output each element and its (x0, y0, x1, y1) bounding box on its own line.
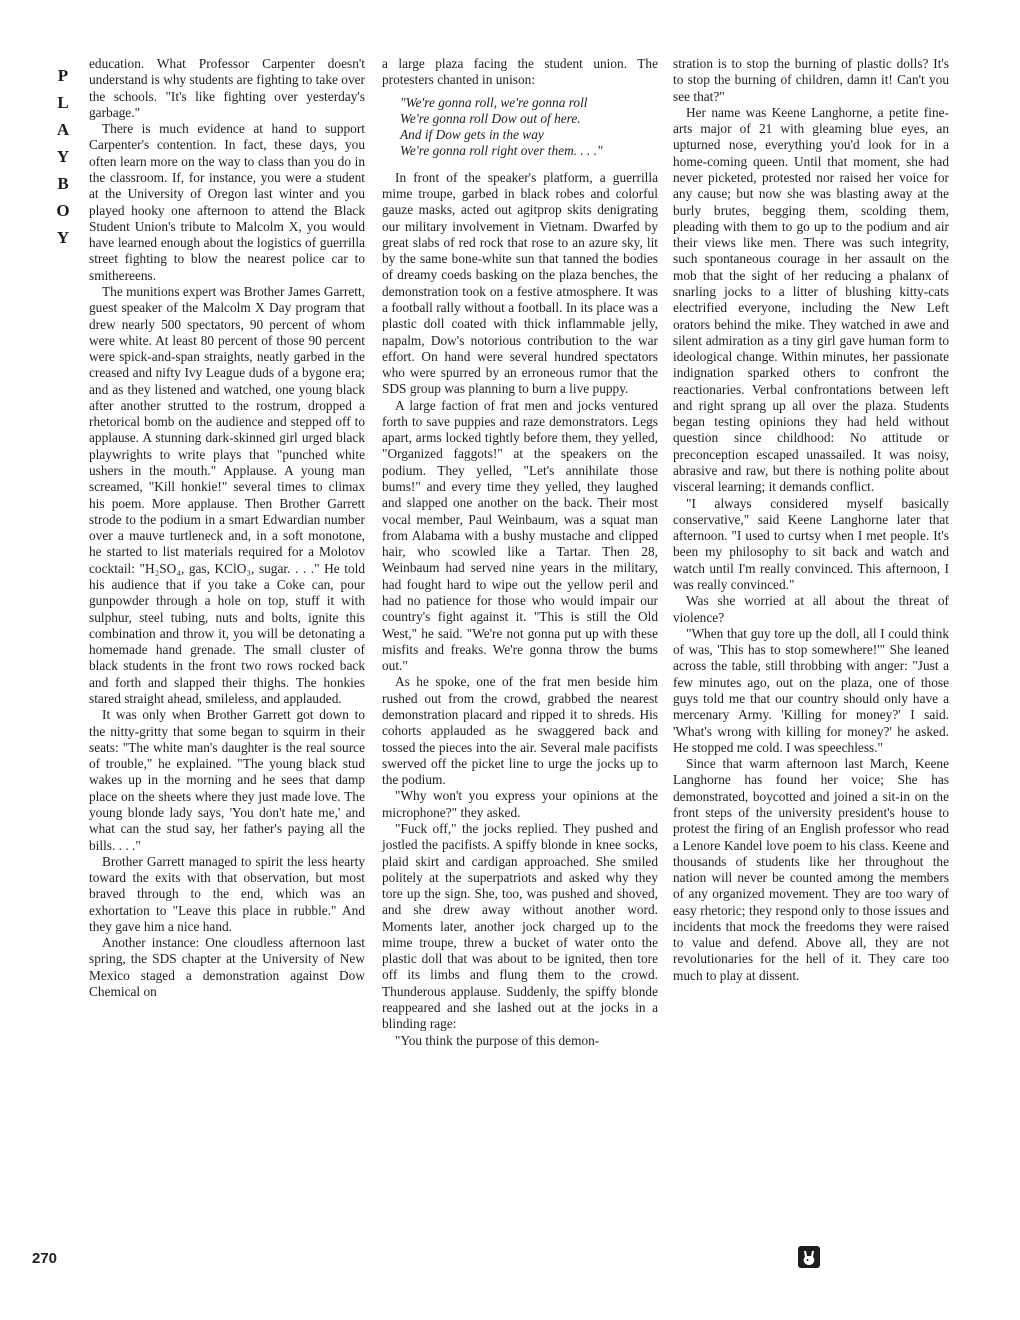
paragraph: As he spoke, one of the frat men beside him rushed out from the crowd, grabbed the nearest demonstration placard and ripped it to shreds. His cohorts applauded as he swaggered back and tossed the pieces into the air. Several male pacifists swerved off the picket line to urge the jocks up to the podium. (382, 674, 658, 788)
rabbit-head-end-mark-icon (798, 1246, 820, 1268)
paragraph: Her name was Keene Langhorne, a petite fine-arts major of 21 with gleaming blue eyes, an upturned nose, everything you'd look for in a home-coming queen. Until that moment, she had never picketed, protested nor raised her voice for any cause; but now she was blasting away at the burly brutes, begging them, scolding them, pleading with them to go up to the podium and air their views like men. There was such integrity, such spontaneous courage in her assault on the mob that the sight of her reducing a phalanx of snarling jocks to a litter of blushing kitty-cats electrified everyone, including the New Left orators behind the mike. They watched in awe and silent admiration as a tiny girl gave human form to ideological change. Within minutes, her passionate indignation sparked others to confront the reactionaries. Verbal confrontations between left and right sprang up all over the plaza. Students began testing opinions they had held without question since childhood: No attitude or preconception escaped unassailed. It was noisy, abrasive and raw, but there is nothing polite about visceral learning; it demands conflict. (673, 104, 949, 495)
paragraph: education. What Professor Carpenter doesn't understand is why students are fighting to take over the schools. "It's like fighting over yesterday's garbage." (89, 56, 365, 120)
paragraph: There is much evidence at hand to support Carpenter's contention. In fact, these days, you often learn more on the way to class than you do in the classroom. If, for instance, you were a student at the University of Oregon last winter and you played hooky one afternoon to attend the Black Student Union's tribute to Malcolm X, you would have learned enough about the logistics of guerrilla street fighting to blow the nearest police car to smithereens. (89, 121, 365, 283)
article-column-3 (673, 56, 949, 984)
verse-line: We're gonna roll Dow out of here. (400, 110, 581, 126)
paragraph: "Why won't you express your opinions at the microphone?" they asked. (382, 788, 658, 820)
paragraph: "I always considered myself basically conservative," said Keene Langhorne later that afternoon. "I used to curtsy when I met people. It's been my philosophy to sit back and watch and watch until I'm really convinced. This afternoon, I was really convinced." (673, 495, 949, 592)
paragraph: a large plaza facing the student union. The protesters chanted in unison: (382, 56, 658, 88)
article-column-2 (382, 56, 658, 1049)
paragraph: A large faction of frat men and jocks ventured forth to save puppies and raze demonstrators. Legs apart, arms locked tightly before them, they yelled, "Organized faggots!" at the speakers on the podium. They yelled, "Let's annihilate those bums!" and every time they yelled, they laughed and slapped one another on the back. Their most vocal member, Paul Weinbaum, was a squat man from Alabama with a bushy mustache and clipped hair, who scowled like a Tartar. Then 28, Weinbaum had served nine years in the military, had fought hard to wipe out the yellow peril and had no patience for those who would impair our country's fight against it. "This is still the Old West," he said. "We're not gonna put up with these misfits and freaks. We're gonna throw the bums out." (382, 397, 658, 674)
verse-line: We're gonna roll right over them. . . ." (400, 143, 603, 159)
paragraph: In front of the speaker's platform, a guerrilla mime troupe, garbed in black robes and colorful gauze masks, acted out agitprop skits denigrating our military involvement in Vietnam. Dwarfed by great slabs of red rock that rose to an azure sky, lit by the same bone-white sun that tanned the bodies of dreamy coeds basking on the plaza benches, the demonstration took on a festive atmosphere. It was a football rally without a football. In its place was a plastic doll coated with thick inflammable jelly, napalm, Dow's notorious contribution to the war effort. On hand were several hundred spectators who were spurred by an erroneous rumor that the SDS group was planning to burn a live puppy. (382, 169, 658, 397)
paragraph: The munitions expert was Brother James Garrett, guest speaker of the Malcolm X Day program that drew nearly 500 spectators, 90 percent of whom were white. At least 80 percent of those 90 percent were spick-and-span straights, neatly garbed in the creased and nifty Ivy League duds of a bygone era; and as they listened and watched, one young black after another strutted to the rostrum, dropped a rhetorical bomb on the audience and stepped off to applause. A stunning dark-skinned girl urged black playwrights to write plays that "punched white ushers in the mouth." Applause. A young man screamed, "Kill honkie!" several times to climax his poem. More applause. Then Brother Garrett strode to the podium in a smart Edwardian number over a mauve turtleneck and, in a soft monotone, he started to list materials required for a Molotov cocktail: "H₂SO₄, gas, KClO₃, sugar. . . ." He told his audience that if you take a Coke can, pour gunpowder through a hole on top, stuff it with sulphur, steel tubing, nuts and bolts, ignite this combination and throw it, you will be detonating a homemade hand grenade. The small cluster of black students in the front two rows rocked back and forth and slapped their thighs. The honkies stared straight ahead, smileless, and applauded. (89, 283, 365, 706)
paragraph: "You think the purpose of this demon- (395, 1032, 600, 1048)
paragraph: "Fuck off," the jocks replied. They pushed and jostled the pacifists. A spiffy blonde in knee socks, plaid skirt and cardigan approached. She smiled politely at the superpatriots and asked why they tore up the sign. She, too, was pushed and shoved, and she drew away without another word. Moments later, another jock charged up to the mime troupe, threw a bucket of water onto the plastic doll that was about to be ignited, then tore off its limbs and flung them to the crowd. Thunderous applause. Suddenly, the spiffy blonde reappeared and she lashed out at the jocks in a blinding rage: (382, 820, 658, 1032)
article-column-1 (89, 56, 365, 1000)
paragraph: Another instance: One cloudless afternoon last spring, the SDS chapter at the University of New Mexico staged a demonstration against Dow Chemical on (89, 935, 365, 1000)
magazine-name-vertical: P L A Y B O Y (56, 66, 70, 247)
chant-verse (400, 95, 658, 160)
paragraph: Since that warm afternoon last March, Keene Langhorne has found her voice; She has demonstrated, boycotted and joined a sit-in on the front steps of the university president's house to protest the firing of an English professor who read a Lenore Kandel love poem to his class. Keene and thousands of students like her throughout the nation will never be counted among the members of any organized movement. They are too wary of easy rhetoric; they respond only to those issues and incidents that mock the freedoms they were raised to value and defend. Above all, they are not revolutionaries for the hell of it. They care too much to play at dissent. (673, 756, 949, 983)
paragraph: It was only when Brother Garrett got down to the nitty-gritty that some began to squirm in their seats: "The white man's daughter is the real source of trouble," he explained. "The young black stud wakes up in the morning and he sees that damp place on the sheets where they just made love. The young blonde lady says, 'You don't hate me,' and what can the stud say, her father's paying all the bills. . . ." (89, 707, 365, 853)
verse-line: "We're gonna roll, we're gonna roll (400, 94, 588, 110)
paragraph: stration is to stop the burning of plastic dolls? It's to stop the burning of children, damn it! Can't you see that?" (673, 56, 949, 104)
paragraph: Brother Garrett managed to spirit the less hearty toward the exits with that observation, but most braved through to the end, which was an exhortation to "Leave this place in rubble." And they gave him a nice hand. (89, 853, 365, 934)
paragraph: Was she worried at all about the threat of violence? (673, 593, 949, 625)
verse-line: And if Dow gets in the way (400, 127, 544, 143)
paragraph: "When that guy tore up the doll, all I could think of was, 'This has to stop somewhere!'" She leaned across the table, still throbbing with anger: "Just a few minutes ago, out on the plaza, one of those guys told me that our country should only have a mercenary Army. 'Killing for money?' I said. 'What's wrong with killing for money?' he asked. He stopped me cold. I was speechless." (673, 625, 949, 755)
page-number: 270 (32, 1250, 58, 1267)
